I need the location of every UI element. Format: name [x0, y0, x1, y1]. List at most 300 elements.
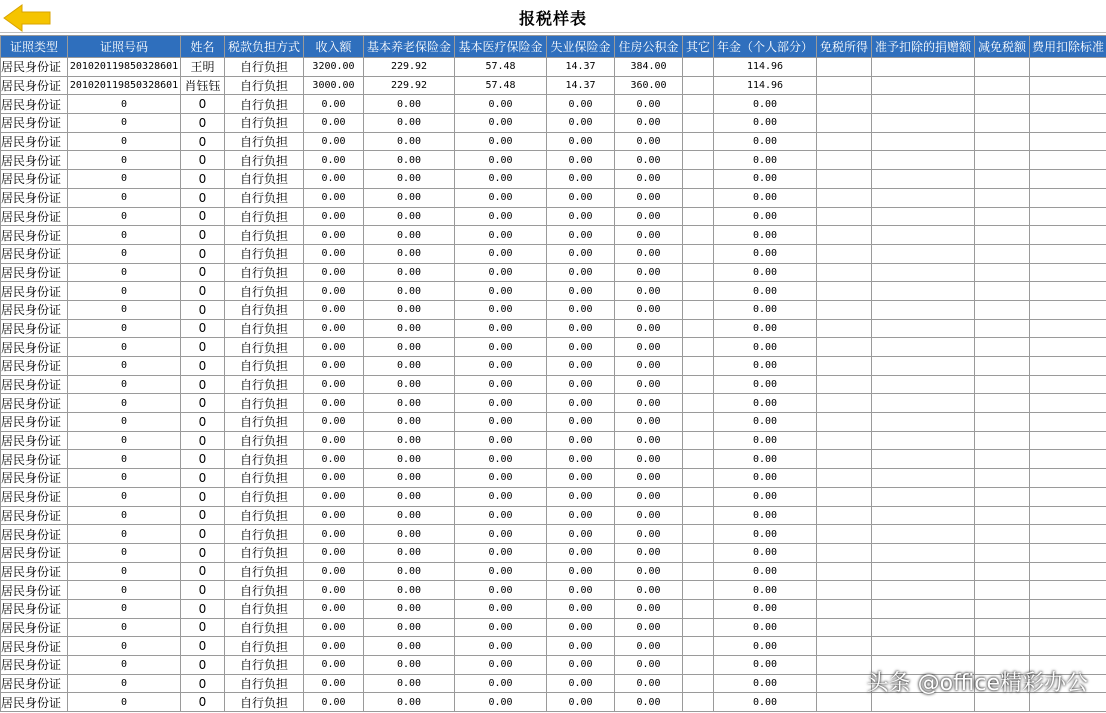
table-cell[interactable]: 0 [68, 95, 181, 114]
table-cell[interactable]: 0.00 [364, 581, 455, 600]
column-header[interactable]: 基本养老保险金 [364, 36, 455, 58]
table-cell[interactable]: 0.00 [547, 431, 615, 450]
table-cell[interactable]: 0.00 [714, 487, 817, 506]
table-cell[interactable] [1030, 469, 1106, 488]
table-cell[interactable]: 0.00 [615, 656, 683, 675]
table-cell[interactable]: 0 [181, 618, 225, 637]
table-cell[interactable]: 0.00 [547, 599, 615, 618]
table-cell[interactable]: 自行负担 [225, 170, 304, 189]
table-cell[interactable] [683, 525, 714, 544]
table-cell[interactable]: 居民身份证 [1, 674, 68, 693]
table-cell[interactable]: 0.00 [615, 151, 683, 170]
table-cell[interactable]: 0.00 [364, 244, 455, 263]
table-cell[interactable] [683, 58, 714, 77]
table-cell[interactable]: 自行负担 [225, 506, 304, 525]
table-cell[interactable]: 居民身份证 [1, 431, 68, 450]
table-cell[interactable] [683, 207, 714, 226]
table-cell[interactable]: 自行负担 [225, 674, 304, 693]
table-cell[interactable] [683, 319, 714, 338]
table-cell[interactable] [817, 637, 872, 656]
table-cell[interactable] [872, 132, 975, 151]
table-cell[interactable] [683, 656, 714, 675]
table-cell[interactable]: 0 [68, 319, 181, 338]
table-cell[interactable]: 0.00 [364, 431, 455, 450]
table-cell[interactable]: 0.00 [547, 506, 615, 525]
table-cell[interactable] [872, 188, 975, 207]
table-cell[interactable]: 0.00 [304, 431, 364, 450]
table-cell[interactable]: 自行负担 [225, 394, 304, 413]
table-cell[interactable]: 0 [68, 207, 181, 226]
column-header[interactable]: 姓名 [181, 36, 225, 58]
table-cell[interactable] [975, 525, 1030, 544]
table-cell[interactable]: 居民身份证 [1, 95, 68, 114]
table-cell[interactable]: 0.00 [615, 562, 683, 581]
table-cell[interactable]: 0.00 [547, 151, 615, 170]
table-cell[interactable]: 自行负担 [225, 282, 304, 301]
table-cell[interactable] [975, 319, 1030, 338]
table-cell[interactable]: 0.00 [615, 338, 683, 357]
table-cell[interactable]: 居民身份证 [1, 375, 68, 394]
table-cell[interactable] [683, 95, 714, 114]
table-cell[interactable] [1030, 170, 1106, 189]
table-cell[interactable]: 0.00 [304, 114, 364, 133]
table-cell[interactable]: 居民身份证 [1, 188, 68, 207]
table-cell[interactable]: 384.00 [615, 58, 683, 77]
table-cell[interactable]: 自行负担 [225, 207, 304, 226]
table-cell[interactable] [975, 562, 1030, 581]
table-cell[interactable]: 0.00 [547, 413, 615, 432]
table-cell[interactable] [872, 282, 975, 301]
table-cell[interactable] [683, 170, 714, 189]
table-cell[interactable]: 自行负担 [225, 375, 304, 394]
table-cell[interactable]: 0 [181, 525, 225, 544]
table-cell[interactable] [872, 450, 975, 469]
table-cell[interactable]: 0 [68, 674, 181, 693]
table-cell[interactable]: 0.00 [304, 525, 364, 544]
table-cell[interactable]: 0 [68, 394, 181, 413]
table-cell[interactable]: 0.00 [714, 114, 817, 133]
table-cell[interactable]: 57.48 [455, 58, 547, 77]
table-cell[interactable]: 0.00 [714, 450, 817, 469]
table-cell[interactable]: 居民身份证 [1, 300, 68, 319]
table-cell[interactable]: 0.00 [364, 599, 455, 618]
table-cell[interactable] [1030, 319, 1106, 338]
table-cell[interactable]: 360.00 [615, 76, 683, 95]
table-cell[interactable]: 0 [68, 637, 181, 656]
table-cell[interactable]: 自行负担 [225, 543, 304, 562]
table-cell[interactable]: 0.00 [615, 300, 683, 319]
table-cell[interactable]: 0.00 [304, 637, 364, 656]
table-cell[interactable]: 自行负担 [225, 413, 304, 432]
table-cell[interactable]: 0.00 [304, 132, 364, 151]
table-cell[interactable]: 0 [181, 599, 225, 618]
table-cell[interactable]: 0.00 [547, 188, 615, 207]
table-cell[interactable]: 0 [181, 562, 225, 581]
table-cell[interactable] [817, 375, 872, 394]
table-cell[interactable] [872, 431, 975, 450]
table-cell[interactable]: 0.00 [714, 394, 817, 413]
table-cell[interactable]: 0.00 [364, 132, 455, 151]
table-cell[interactable]: 0.00 [304, 562, 364, 581]
table-cell[interactable]: 0 [181, 506, 225, 525]
table-cell[interactable]: 0 [68, 431, 181, 450]
table-cell[interactable]: 0 [68, 226, 181, 245]
table-cell[interactable]: 0.00 [455, 656, 547, 675]
table-cell[interactable]: 0 [68, 282, 181, 301]
table-cell[interactable]: 229.92 [364, 58, 455, 77]
table-cell[interactable] [1030, 394, 1106, 413]
column-header[interactable]: 失业保险金 [547, 36, 615, 58]
table-cell[interactable]: 居民身份证 [1, 282, 68, 301]
table-cell[interactable]: 自行负担 [225, 693, 304, 712]
table-cell[interactable]: 居民身份证 [1, 58, 68, 77]
table-cell[interactable] [1030, 226, 1106, 245]
table-cell[interactable] [975, 487, 1030, 506]
table-cell[interactable] [872, 319, 975, 338]
table-cell[interactable]: 居民身份证 [1, 413, 68, 432]
table-cell[interactable]: 0.00 [615, 487, 683, 506]
table-cell[interactable] [817, 207, 872, 226]
table-cell[interactable]: 229.92 [364, 76, 455, 95]
table-cell[interactable] [872, 114, 975, 133]
table-cell[interactable]: 0.00 [455, 207, 547, 226]
table-cell[interactable]: 0.00 [304, 599, 364, 618]
table-cell[interactable] [872, 226, 975, 245]
table-cell[interactable]: 0.00 [304, 282, 364, 301]
table-cell[interactable]: 0.00 [714, 338, 817, 357]
table-cell[interactable] [975, 58, 1030, 77]
column-header[interactable]: 税款负担方式 [225, 36, 304, 58]
table-cell[interactable]: 肖钰钰 [181, 76, 225, 95]
table-cell[interactable]: 0 [68, 413, 181, 432]
table-cell[interactable]: 0.00 [304, 674, 364, 693]
table-cell[interactable]: 0.00 [547, 394, 615, 413]
table-cell[interactable] [975, 132, 1030, 151]
table-cell[interactable] [683, 674, 714, 693]
table-cell[interactable]: 0 [68, 188, 181, 207]
table-cell[interactable]: 0.00 [304, 300, 364, 319]
table-cell[interactable]: 0.00 [364, 357, 455, 376]
table-cell[interactable]: 0 [181, 263, 225, 282]
table-cell[interactable]: 0 [181, 693, 225, 712]
table-cell[interactable]: 0.00 [455, 637, 547, 656]
table-cell[interactable]: 0.00 [547, 618, 615, 637]
table-cell[interactable]: 0.00 [455, 357, 547, 376]
table-cell[interactable]: 0 [68, 450, 181, 469]
table-cell[interactable] [817, 693, 872, 712]
table-cell[interactable] [1030, 562, 1106, 581]
table-cell[interactable] [1030, 450, 1106, 469]
table-cell[interactable]: 居民身份证 [1, 357, 68, 376]
table-cell[interactable]: 0.00 [615, 188, 683, 207]
table-cell[interactable] [975, 188, 1030, 207]
table-cell[interactable]: 0.00 [364, 618, 455, 637]
table-cell[interactable]: 0 [181, 114, 225, 133]
table-cell[interactable]: 0.00 [364, 151, 455, 170]
table-cell[interactable]: 居民身份证 [1, 525, 68, 544]
table-cell[interactable]: 0.00 [714, 319, 817, 338]
table-cell[interactable]: 0.00 [455, 338, 547, 357]
table-cell[interactable] [817, 543, 872, 562]
table-cell[interactable]: 0.00 [304, 151, 364, 170]
table-cell[interactable]: 57.48 [455, 76, 547, 95]
table-cell[interactable]: 自行负担 [225, 487, 304, 506]
table-cell[interactable] [1030, 599, 1106, 618]
table-cell[interactable]: 0.00 [547, 170, 615, 189]
table-cell[interactable]: 0.00 [304, 357, 364, 376]
table-cell[interactable]: 0.00 [304, 487, 364, 506]
table-cell[interactable] [872, 263, 975, 282]
table-cell[interactable] [817, 282, 872, 301]
table-cell[interactable]: 0.00 [615, 450, 683, 469]
table-cell[interactable]: 0.00 [304, 394, 364, 413]
table-cell[interactable] [975, 207, 1030, 226]
table-cell[interactable]: 0.00 [304, 375, 364, 394]
table-cell[interactable]: 0.00 [455, 413, 547, 432]
table-cell[interactable]: 0.00 [714, 543, 817, 562]
table-cell[interactable] [817, 487, 872, 506]
table-cell[interactable]: 0 [181, 674, 225, 693]
table-cell[interactable]: 居民身份证 [1, 469, 68, 488]
table-cell[interactable]: 0.00 [304, 581, 364, 600]
table-cell[interactable] [817, 562, 872, 581]
table-cell[interactable]: 0.00 [304, 319, 364, 338]
table-cell[interactable] [975, 263, 1030, 282]
table-cell[interactable] [683, 300, 714, 319]
table-cell[interactable]: 0.00 [714, 674, 817, 693]
table-cell[interactable]: 0.00 [304, 95, 364, 114]
table-cell[interactable]: 0.00 [455, 263, 547, 282]
table-cell[interactable]: 居民身份证 [1, 226, 68, 245]
table-cell[interactable]: 0.00 [547, 132, 615, 151]
table-cell[interactable]: 0 [181, 300, 225, 319]
table-cell[interactable]: 0 [68, 132, 181, 151]
table-cell[interactable]: 0.00 [455, 525, 547, 544]
table-cell[interactable] [683, 618, 714, 637]
table-cell[interactable]: 0.00 [455, 487, 547, 506]
table-cell[interactable]: 0.00 [304, 263, 364, 282]
table-cell[interactable] [975, 300, 1030, 319]
table-cell[interactable] [683, 76, 714, 95]
table-cell[interactable] [817, 188, 872, 207]
table-cell[interactable]: 14.37 [547, 58, 615, 77]
table-cell[interactable] [683, 226, 714, 245]
table-cell[interactable]: 0.00 [364, 413, 455, 432]
table-cell[interactable] [872, 300, 975, 319]
table-cell[interactable] [975, 375, 1030, 394]
table-cell[interactable]: 0.00 [455, 431, 547, 450]
table-cell[interactable] [817, 469, 872, 488]
table-cell[interactable]: 0 [68, 114, 181, 133]
table-cell[interactable] [975, 599, 1030, 618]
table-cell[interactable] [683, 487, 714, 506]
table-cell[interactable] [683, 413, 714, 432]
table-cell[interactable]: 0.00 [364, 282, 455, 301]
table-cell[interactable]: 0.00 [455, 114, 547, 133]
table-cell[interactable] [1030, 581, 1106, 600]
table-cell[interactable]: 14.37 [547, 76, 615, 95]
table-cell[interactable]: 0 [68, 562, 181, 581]
table-cell[interactable] [1030, 338, 1106, 357]
table-cell[interactable]: 0 [181, 207, 225, 226]
table-cell[interactable]: 0.00 [547, 357, 615, 376]
table-cell[interactable] [683, 450, 714, 469]
column-header[interactable]: 证照号码 [68, 36, 181, 58]
table-cell[interactable] [872, 599, 975, 618]
column-header[interactable]: 证照类型 [1, 36, 68, 58]
table-cell[interactable] [683, 338, 714, 357]
table-cell[interactable] [817, 413, 872, 432]
table-cell[interactable]: 0.00 [547, 656, 615, 675]
table-cell[interactable]: 0.00 [714, 431, 817, 450]
table-cell[interactable]: 0.00 [714, 132, 817, 151]
table-cell[interactable] [975, 357, 1030, 376]
table-cell[interactable] [975, 413, 1030, 432]
table-cell[interactable] [817, 95, 872, 114]
table-cell[interactable]: 0.00 [714, 282, 817, 301]
table-cell[interactable]: 居民身份证 [1, 599, 68, 618]
table-cell[interactable]: 自行负担 [225, 618, 304, 637]
column-header[interactable]: 收入额 [304, 36, 364, 58]
table-cell[interactable]: 0.00 [364, 188, 455, 207]
table-cell[interactable]: 居民身份证 [1, 170, 68, 189]
table-cell[interactable]: 0 [68, 506, 181, 525]
column-header[interactable]: 免税所得 [817, 36, 872, 58]
table-cell[interactable] [683, 375, 714, 394]
table-cell[interactable] [872, 76, 975, 95]
table-cell[interactable]: 0.00 [547, 263, 615, 282]
table-cell[interactable] [683, 263, 714, 282]
table-cell[interactable]: 0.00 [304, 413, 364, 432]
table-cell[interactable]: 0.00 [364, 656, 455, 675]
table-cell[interactable] [817, 394, 872, 413]
table-cell[interactable]: 居民身份证 [1, 151, 68, 170]
table-cell[interactable]: 0.00 [455, 581, 547, 600]
table-cell[interactable] [1030, 431, 1106, 450]
column-header[interactable]: 基本医疗保险金 [455, 36, 547, 58]
table-cell[interactable]: 居民身份证 [1, 450, 68, 469]
table-cell[interactable]: 居民身份证 [1, 581, 68, 600]
table-cell[interactable]: 0 [68, 469, 181, 488]
table-cell[interactable]: 0.00 [615, 543, 683, 562]
table-cell[interactable] [975, 151, 1030, 170]
table-cell[interactable]: 0.00 [455, 244, 547, 263]
table-cell[interactable] [817, 357, 872, 376]
table-cell[interactable]: 自行负担 [225, 656, 304, 675]
table-cell[interactable]: 0 [181, 244, 225, 263]
table-cell[interactable] [975, 543, 1030, 562]
table-cell[interactable] [872, 506, 975, 525]
table-cell[interactable]: 自行负担 [225, 562, 304, 581]
table-cell[interactable]: 0.00 [615, 319, 683, 338]
table-cell[interactable]: 0.00 [547, 543, 615, 562]
table-cell[interactable]: 114.96 [714, 58, 817, 77]
table-cell[interactable]: 0 [68, 357, 181, 376]
table-cell[interactable]: 0.00 [304, 188, 364, 207]
table-cell[interactable]: 0.00 [455, 693, 547, 712]
table-cell[interactable] [817, 338, 872, 357]
table-cell[interactable]: 0.00 [304, 618, 364, 637]
table-cell[interactable] [975, 338, 1030, 357]
table-cell[interactable]: 自行负担 [225, 188, 304, 207]
table-cell[interactable]: 0 [181, 357, 225, 376]
table-cell[interactable] [1030, 114, 1106, 133]
table-cell[interactable]: 0 [181, 170, 225, 189]
table-cell[interactable]: 0.00 [714, 151, 817, 170]
table-cell[interactable] [1030, 244, 1106, 263]
column-header[interactable]: 费用扣除标准 [1030, 36, 1106, 58]
table-cell[interactable]: 居民身份证 [1, 656, 68, 675]
table-cell[interactable]: 0.00 [714, 469, 817, 488]
table-cell[interactable] [872, 562, 975, 581]
table-cell[interactable] [1030, 506, 1106, 525]
table-cell[interactable]: 0 [181, 282, 225, 301]
table-cell[interactable] [1030, 300, 1106, 319]
table-cell[interactable] [683, 188, 714, 207]
table-cell[interactable] [872, 618, 975, 637]
table-cell[interactable] [975, 618, 1030, 637]
table-cell[interactable]: 0.00 [304, 170, 364, 189]
table-cell[interactable]: 0.00 [455, 188, 547, 207]
table-cell[interactable] [1030, 413, 1106, 432]
table-cell[interactable]: 0.00 [455, 132, 547, 151]
column-header[interactable]: 住房公积金 [615, 36, 683, 58]
table-cell[interactable]: 0.00 [364, 375, 455, 394]
table-cell[interactable]: 0 [68, 300, 181, 319]
table-cell[interactable]: 居民身份证 [1, 637, 68, 656]
table-cell[interactable]: 0.00 [547, 114, 615, 133]
table-cell[interactable]: 0 [181, 487, 225, 506]
table-cell[interactable]: 0.00 [714, 618, 817, 637]
table-cell[interactable]: 0.00 [615, 226, 683, 245]
table-cell[interactable]: 0.00 [364, 506, 455, 525]
table-cell[interactable]: 0.00 [547, 637, 615, 656]
table-cell[interactable] [683, 394, 714, 413]
table-cell[interactable]: 0.00 [364, 394, 455, 413]
table-cell[interactable]: 0 [68, 263, 181, 282]
table-cell[interactable]: 0.00 [615, 637, 683, 656]
table-cell[interactable]: 0.00 [364, 338, 455, 357]
column-header[interactable]: 减免税额 [975, 36, 1030, 58]
table-cell[interactable]: 0 [181, 319, 225, 338]
table-cell[interactable] [872, 207, 975, 226]
table-cell[interactable]: 0 [68, 338, 181, 357]
table-cell[interactable] [872, 95, 975, 114]
table-cell[interactable]: 0.00 [547, 525, 615, 544]
table-cell[interactable] [872, 637, 975, 656]
table-cell[interactable]: 0.00 [615, 394, 683, 413]
table-cell[interactable]: 0.00 [615, 618, 683, 637]
table-cell[interactable]: 0 [181, 338, 225, 357]
table-cell[interactable]: 0 [68, 543, 181, 562]
table-cell[interactable]: 0 [68, 581, 181, 600]
table-cell[interactable]: 0.00 [455, 151, 547, 170]
table-cell[interactable] [975, 282, 1030, 301]
table-cell[interactable]: 0 [181, 394, 225, 413]
table-cell[interactable]: 0.00 [714, 188, 817, 207]
column-header[interactable]: 其它 [683, 36, 714, 58]
table-cell[interactable] [817, 431, 872, 450]
table-cell[interactable]: 0.00 [615, 207, 683, 226]
table-cell[interactable]: 0.00 [615, 95, 683, 114]
table-cell[interactable] [817, 114, 872, 133]
table-cell[interactable]: 自行负担 [225, 226, 304, 245]
table-cell[interactable]: 0 [181, 431, 225, 450]
table-cell[interactable]: 自行负担 [225, 338, 304, 357]
table-cell[interactable] [683, 562, 714, 581]
table-cell[interactable] [1030, 58, 1106, 77]
table-cell[interactable] [872, 394, 975, 413]
